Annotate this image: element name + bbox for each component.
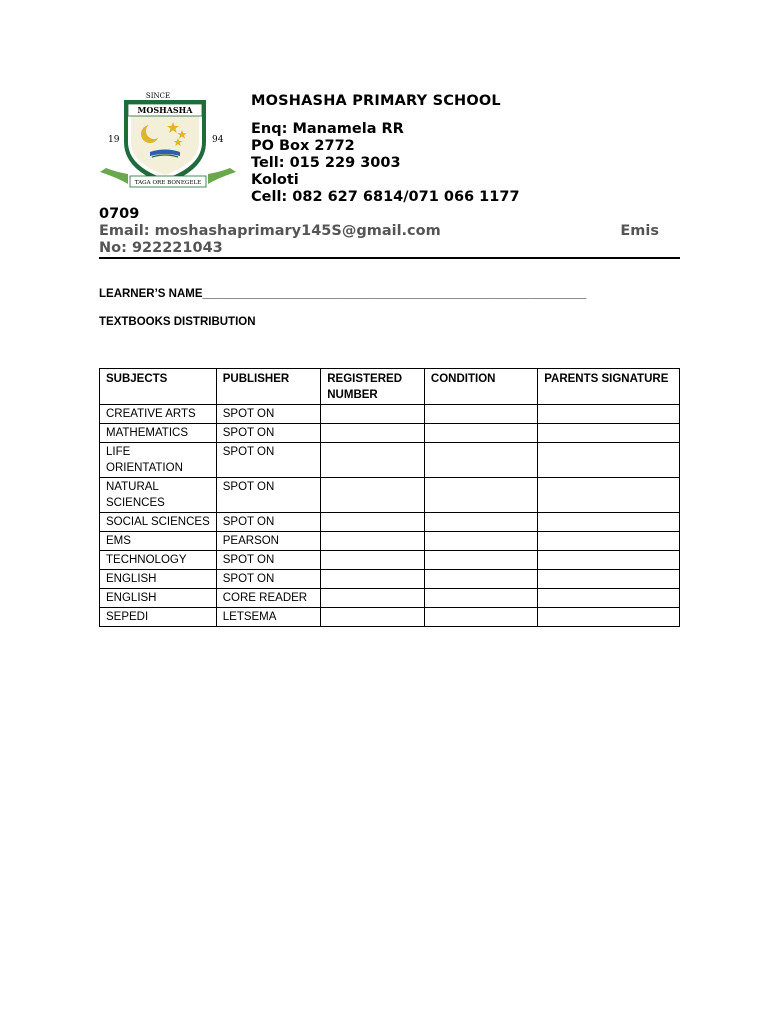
condition-cell[interactable] bbox=[424, 551, 537, 570]
email-line bbox=[99, 223, 659, 239]
publisher-cell: SPOT ON bbox=[216, 551, 321, 570]
registered-number-cell[interactable] bbox=[321, 570, 425, 589]
subject-cell: MATHEMATICS bbox=[100, 424, 217, 443]
condition-cell[interactable] bbox=[424, 589, 537, 608]
table-header-row bbox=[100, 369, 680, 405]
registered-number-cell[interactable] bbox=[321, 424, 425, 443]
table-row bbox=[100, 589, 680, 608]
condition-cell[interactable] bbox=[424, 570, 537, 589]
table-row bbox=[100, 405, 680, 424]
table-row bbox=[100, 551, 680, 570]
condition-cell[interactable] bbox=[424, 443, 537, 478]
registered-number-cell[interactable] bbox=[321, 532, 425, 551]
signature-cell[interactable] bbox=[538, 443, 680, 478]
logo-motto-text: TAGA ORE BONEGELE bbox=[134, 180, 202, 186]
town: Koloti bbox=[251, 172, 299, 188]
registered-number-cell[interactable] bbox=[321, 405, 425, 424]
enquiries-contact: Enq: Manamela RR bbox=[251, 121, 404, 137]
condition-cell[interactable] bbox=[424, 405, 537, 424]
cell-number-continuation: 0709 bbox=[99, 206, 140, 222]
po-box: PO Box 2772 bbox=[251, 138, 355, 154]
subject-cell: ENGLISH bbox=[100, 570, 217, 589]
table-row bbox=[100, 570, 680, 589]
logo-since-text: SINCE bbox=[145, 92, 171, 100]
header-divider bbox=[99, 257, 680, 259]
contact-block bbox=[251, 121, 520, 206]
signature-cell[interactable] bbox=[538, 589, 680, 608]
registered-number-cell[interactable] bbox=[321, 551, 425, 570]
table-row bbox=[100, 513, 680, 532]
telephone: Tell: 015 229 3003 bbox=[251, 155, 401, 171]
table-row bbox=[100, 443, 680, 478]
logo-year-left: 19 bbox=[108, 135, 120, 145]
subject-cell: SEPEDI bbox=[100, 608, 217, 627]
publisher-cell: SPOT ON bbox=[216, 570, 321, 589]
publisher-cell: SPOT ON bbox=[216, 513, 321, 532]
publisher-cell: SPOT ON bbox=[216, 405, 321, 424]
table-row bbox=[100, 608, 680, 627]
subject-cell: LIFE ORIENTATION bbox=[100, 443, 217, 478]
signature-cell[interactable] bbox=[538, 478, 680, 513]
learner-name-blank: ____________________________________________________________ bbox=[202, 288, 587, 300]
column-header-condition: CONDITION bbox=[424, 369, 537, 405]
condition-cell[interactable] bbox=[424, 532, 537, 551]
signature-cell[interactable] bbox=[538, 608, 680, 627]
registered-number-cell[interactable] bbox=[321, 443, 425, 478]
subject-cell: EMS bbox=[100, 532, 217, 551]
column-header-publisher: PUBLISHER bbox=[216, 369, 321, 405]
signature-cell[interactable] bbox=[538, 532, 680, 551]
emis-number: No: 922221043 bbox=[99, 240, 223, 256]
registered-number-cell[interactable] bbox=[321, 513, 425, 532]
subject-cell: NATURAL SCIENCES bbox=[100, 478, 217, 513]
table-row bbox=[100, 532, 680, 551]
logo-name-text: MOSHASHA bbox=[137, 105, 193, 115]
right-leaf-icon bbox=[208, 168, 236, 184]
condition-cell[interactable] bbox=[424, 478, 537, 513]
table-row bbox=[100, 478, 680, 513]
condition-cell[interactable] bbox=[424, 424, 537, 443]
email-address: Email: moshashaprimary145S@gmail.com bbox=[99, 223, 441, 239]
signature-cell[interactable] bbox=[538, 513, 680, 532]
emis-label: Emis bbox=[620, 223, 659, 239]
condition-cell[interactable] bbox=[424, 608, 537, 627]
left-leaf-icon bbox=[100, 168, 128, 184]
signature-cell[interactable] bbox=[538, 424, 680, 443]
publisher-cell: SPOT ON bbox=[216, 443, 321, 478]
subject-cell: TECHNOLOGY bbox=[100, 551, 217, 570]
publisher-cell: LETSEMA bbox=[216, 608, 321, 627]
column-header-subjects: SUBJECTS bbox=[100, 369, 217, 405]
signature-cell[interactable] bbox=[538, 551, 680, 570]
signature-cell[interactable] bbox=[538, 570, 680, 589]
column-header-registered-number: REGISTERED NUMBER bbox=[321, 369, 425, 405]
column-header-parents-signature: PARENTS SIGNATURE bbox=[538, 369, 680, 405]
condition-cell[interactable] bbox=[424, 513, 537, 532]
textbooks-table bbox=[99, 368, 680, 627]
registered-number-cell[interactable] bbox=[321, 589, 425, 608]
learner-name-line bbox=[99, 288, 586, 300]
cell-numbers: Cell: 082 627 6814/071 066 1177 bbox=[251, 189, 520, 205]
school-name: MOSHASHA PRIMARY SCHOOL bbox=[251, 93, 501, 109]
publisher-cell: SPOT ON bbox=[216, 478, 321, 513]
publisher-cell: CORE READER bbox=[216, 589, 321, 608]
logo-year-right: 94 bbox=[212, 135, 224, 145]
table-row bbox=[100, 424, 680, 443]
signature-cell[interactable] bbox=[538, 405, 680, 424]
registered-number-cell[interactable] bbox=[321, 608, 425, 627]
form-title: TEXTBOOKS DISTRIBUTION bbox=[99, 316, 256, 328]
learner-name-label: LEARNER’S NAME bbox=[99, 288, 203, 300]
publisher-cell: PEARSON bbox=[216, 532, 321, 551]
registered-number-cell[interactable] bbox=[321, 478, 425, 513]
subject-cell: SOCIAL SCIENCES bbox=[100, 513, 217, 532]
school-crest-logo bbox=[98, 92, 238, 192]
subject-cell: CREATIVE ARTS bbox=[100, 405, 217, 424]
subject-cell: ENGLISH bbox=[100, 589, 217, 608]
publisher-cell: SPOT ON bbox=[216, 424, 321, 443]
